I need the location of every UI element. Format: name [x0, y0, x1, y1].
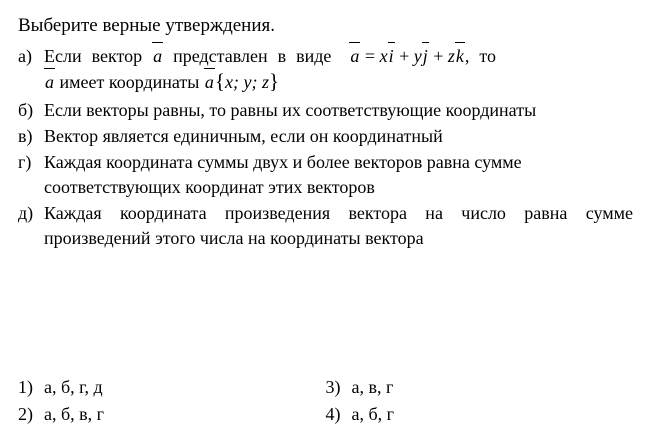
statement-a-marker: а)	[18, 46, 32, 66]
formula-equals: =	[364, 46, 376, 66]
coords-z: z	[261, 72, 269, 92]
answer-row-1	[18, 374, 633, 401]
coords-brace-open: {	[214, 69, 225, 93]
answer-3-number: 3)	[325, 377, 341, 397]
statement-d	[18, 201, 633, 251]
statement-a-word-represented: представлен	[173, 46, 268, 66]
statement-a-line1	[44, 44, 633, 69]
coords-x: x;	[224, 72, 239, 92]
formula-plus-1: +	[399, 46, 410, 66]
statement-a-has-coords: имеет координаты	[59, 72, 200, 92]
answer-1-text: а, б, г, д	[44, 377, 103, 397]
formula-z: z	[447, 46, 455, 66]
answer-4-text: а, б, г	[351, 404, 395, 424]
statement-v-text: Вектор является единичным, если он координатный	[44, 126, 443, 146]
statement-a-word-form: виде	[296, 46, 332, 66]
statement-g	[18, 150, 633, 200]
answer-options	[18, 374, 633, 428]
statement-a	[18, 44, 633, 95]
statement-a-word-if: Если	[44, 46, 82, 66]
answer-1-number: 1)	[18, 377, 33, 397]
statement-v	[18, 124, 633, 149]
vector-a-symbol-2: a	[44, 70, 55, 95]
answer-option-1[interactable]	[18, 374, 326, 401]
formula-x: x	[379, 46, 388, 66]
statement-d-text: Каждая координата произведения вектора на число равна сумме произведений этого числа на координаты вектора	[44, 203, 633, 248]
answer-2-text: а, б, в, г	[44, 404, 105, 424]
statement-a-body	[44, 44, 633, 95]
formula-plus-2: +	[433, 46, 444, 66]
coords-y: y;	[243, 72, 258, 92]
statement-a-word-then: то	[479, 46, 497, 66]
statement-a-formula	[349, 46, 469, 66]
coords-vector-a: a	[204, 70, 215, 95]
answer-3-text: а, в, г	[351, 377, 394, 397]
vector-a-symbol: a	[152, 44, 163, 69]
statement-g-text: Каждая координата суммы двух и более векторов равна сумме соответствующих координат этих векторов	[44, 152, 522, 197]
formula-vector-i: i	[388, 44, 395, 69]
answer-2-number: 2)	[18, 404, 33, 424]
page-title: Выберите верные утверждения.	[18, 15, 276, 36]
statement-b-marker: б)	[18, 100, 34, 120]
statement-b	[18, 98, 633, 123]
formula-vector-a: a	[349, 44, 360, 69]
statement-d-marker: д)	[18, 203, 34, 223]
formula-vector-k: k	[455, 44, 465, 69]
answer-option-2[interactable]	[18, 401, 326, 428]
statement-a-coords	[204, 69, 280, 93]
answer-4-number: 4)	[325, 404, 341, 424]
answer-option-4[interactable]	[326, 401, 634, 428]
coords-brace-close: }	[268, 69, 280, 93]
statement-a-word-vector: вектор	[91, 46, 143, 66]
formula-vector-j: j	[422, 44, 429, 69]
formula-y: y	[413, 46, 422, 66]
answer-option-3[interactable]	[326, 374, 634, 401]
formula-comma: ,	[464, 46, 470, 66]
statement-a-line2	[44, 69, 633, 95]
statement-v-marker: в)	[18, 126, 33, 146]
statement-a-word-in: в	[277, 46, 287, 66]
answer-row-2	[18, 401, 633, 428]
statement-g-marker: г)	[18, 152, 32, 172]
statement-b-text: Если векторы равны, то равны их соответствующие координаты	[44, 100, 537, 120]
